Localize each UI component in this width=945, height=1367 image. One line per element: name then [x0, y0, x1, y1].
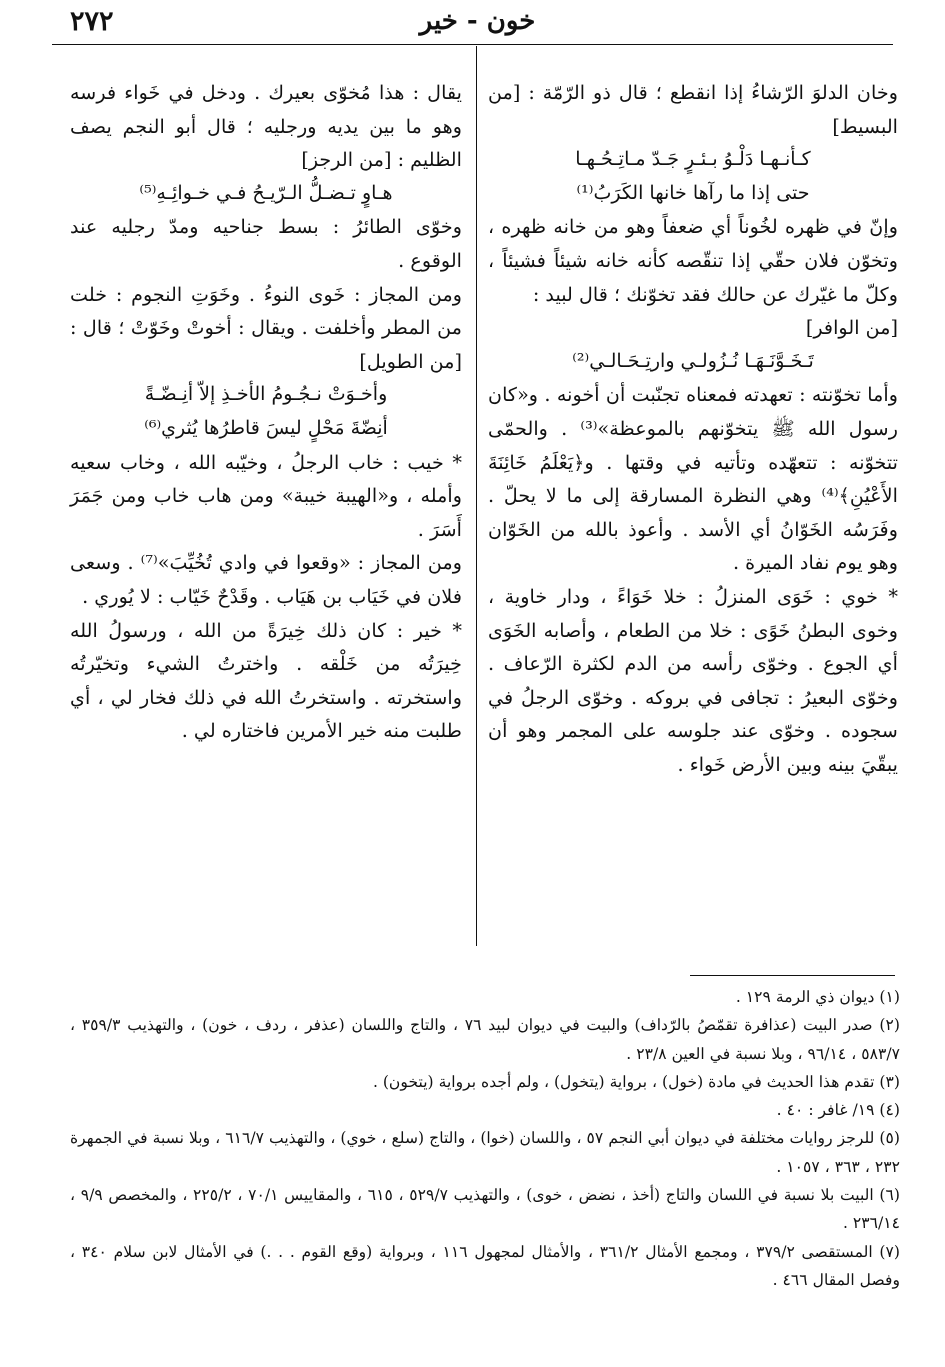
page-number: ٢٧٢: [70, 6, 114, 37]
footnote: (٦) البيت بلا نسبة في اللسان والتاج (أخذ ، نضض ، خوى) ، والتهذيب ٥٢٩/٧ ، ٦١٥ ، والمقاييس ٧٠/١ ، ٢٢٥/٢ ، والمخصص ٩/٩ ، ٢٣٦/١٤ .: [70, 1186, 900, 1233]
paragraph: وأما تخوّنته : تعهدته فمعناه تجنّبت أن أخونه . و«كان رسول الله ﷺ يتخوّنهم بالموعظة»⁽³⁾ . والحمّى تتخوّنه : تتعهّده وتأتيه في وقتها . و﴿يَعْلَمُ خَائِنَةَ الأَعْيُنِ﴾⁽⁴⁾ وهي النظرة المسارقة إلى ما لا يحلّ . وفَرَسُه الخَوّانُ أي الأسد . وأعوذ بالله من الخَوّان وهو يوم نفاد الميرة .: [488, 383, 898, 575]
verse-line: كـأنـهـا دَلْـوُ بـئـرٍ جَـدّ مـاتِـحُـهـا: [575, 148, 811, 171]
entry-khyr: * خير : كان ذلك خِيرَةً من الله ، ورسولُ الله خِيرَتُه من خَلْقه . واخترتُ الشيء وتخيّرتُه واستخرته . واستخرتُ الله في ذلك فخار لي ، أي طلبت منه خير الأمرين فاختاره لي .: [70, 618, 462, 743]
verse-line: هـاوٍ تـضـلُّ الـرّيـحُ فـي خـوائِـهِ⁽⁵⁾: [139, 181, 393, 204]
paragraph: وخوّى الطائرُ : بسط جناحيه ومدّ رجليه عند الوقوع .: [70, 215, 462, 272]
running-title: خون - خير: [419, 6, 536, 36]
entry-khyb: * خيب : خاب الرجلُ ، وخيّبه الله ، وخاب سعيه وأمله ، و«الهيبة خيبة» ومن هاب خاب ومن جَمَرَ أَسَرَ .: [70, 450, 462, 541]
paragraph: يقال : هذا مُخوّى بعيرك . ودخل في خَواء فرسه وهو ما بين يديه ورجليه ؛ قال أبو النجم يصف الظليم : [من الرجز]: [70, 81, 462, 172]
column-divider: [476, 46, 477, 946]
header-rule: [52, 44, 893, 45]
footnote: (٧) المستقصى ٣٧٩/٢ ، ومجمع الأمثال ٣٦١/٢ ، والأمثال لمجهول ١١٦ ، وبرواية (وقع القوم . . .) في الأمثال لابن سلام ٣٤٠ ، وفصل المقال ٤٦٦ .: [70, 1242, 900, 1289]
footnote-rule: [690, 975, 895, 976]
footnote: (٥) للرجز روايات مختلفة في ديوان أبي النجم ٥٧ ، واللسان (خوا) ، والتاج (سلع ، خوي) ، والتهذيب ٦١٦/٧ ، وبلا نسبة في الجمهرة ٢٣٢ ، ٣٦٣ ، ١٠٥٧ .: [70, 1129, 900, 1176]
verse-line: أنِضّةَ مَحْلٍ ليسَ قاطرُها يُثري⁽⁶⁾: [144, 416, 388, 439]
paragraph: ومن المجاز : «وقعوا في وادي تُخُيِّبَ»⁽⁷⁾ . وسعى فلان في خَيَاب بن هَيَاب . وقَدْحٌ خَيّاب : لا يُوري .: [70, 551, 462, 608]
page-header: [70, 6, 885, 40]
verse-line: وأخـوَتْ نـجُـومُ الأخـذِ إلاّ أنِـضّـةً: [144, 383, 388, 406]
entry-khwy: * خوي : خَوَى المنزلُ : خلا خَوَاءً ، ودار خاوية ، وخوى البطنُ خَوًى : خلا من الطعام ، وأصابه الخَوَى أي الجوع . وخوّى رأسه من الدم لكثرة الرّعاف . وخوّى البعيرُ : تجافى في بروكه . وخوّى الرجلُ في سجوده . وخوّى عند جلوسه على المجمر وهو أن يبقّيَ بينه وبين الأرض خَواء .: [488, 584, 898, 776]
right-column: [488, 76, 898, 781]
paragraph: ومن المجاز : خَوى النوءُ . وخَوَتِ النجوم : خلت من المطر وأخلفت . ويقال : أخوتْ وخَوّتْ ؛ قال : [من الطويل]: [70, 282, 462, 373]
footnote: (٣) تقدم هذا الحديث في مادة (خول) ، برواية (يتخول) ، ولم أجده برواية (يتخون) .: [372, 1072, 900, 1091]
footnote: (٢) صدر البيت (عذافرة تقمّصُ بالرّداف) والبيت في ديوان لبيد ٧٦ ، والتاج واللسان (عذفر ، ردف ، خون) ، والتهذيب ٣٥٩/٣ ، ٥٨٣/٧ ، ٩٦/١٤ ، وبلا نسبة في العين ٢٣/٨ .: [70, 1016, 900, 1063]
footnote: (٤) ١٩/ غافر : ٤٠ .: [776, 1101, 900, 1120]
verse-line: حتى إذا ما رآها خانها الكَرَبُ⁽¹⁾: [576, 181, 810, 204]
meter-label: [من الوافر]: [805, 316, 898, 340]
left-column: [70, 76, 462, 748]
footnote: (١) ديوان ذي الرمة ١٢٩ .: [735, 988, 900, 1006]
paragraph: وخان الدلوَ الرّشاءُ إذا انقطع ؛ قال ذو الرّمّة : [من البسيط]: [488, 81, 898, 138]
paragraph: وإنّ في ظهره لخُوناً أي ضعفاً وهو من خانه ظهره ، وتخوّن فلان حقّي إذا تنقّصه كأنه خانه شيئاً فشيئاً ، وكلّ ما غيّرك عن حالك فقد تخوّنك ؛ قال لبيد :: [488, 215, 898, 306]
verse-line: تَـخَـوَّنَـهَـا نُـزُولـي وارتِـحَـالـي⁽²⁾: [572, 349, 814, 372]
footnotes: [70, 983, 900, 1294]
